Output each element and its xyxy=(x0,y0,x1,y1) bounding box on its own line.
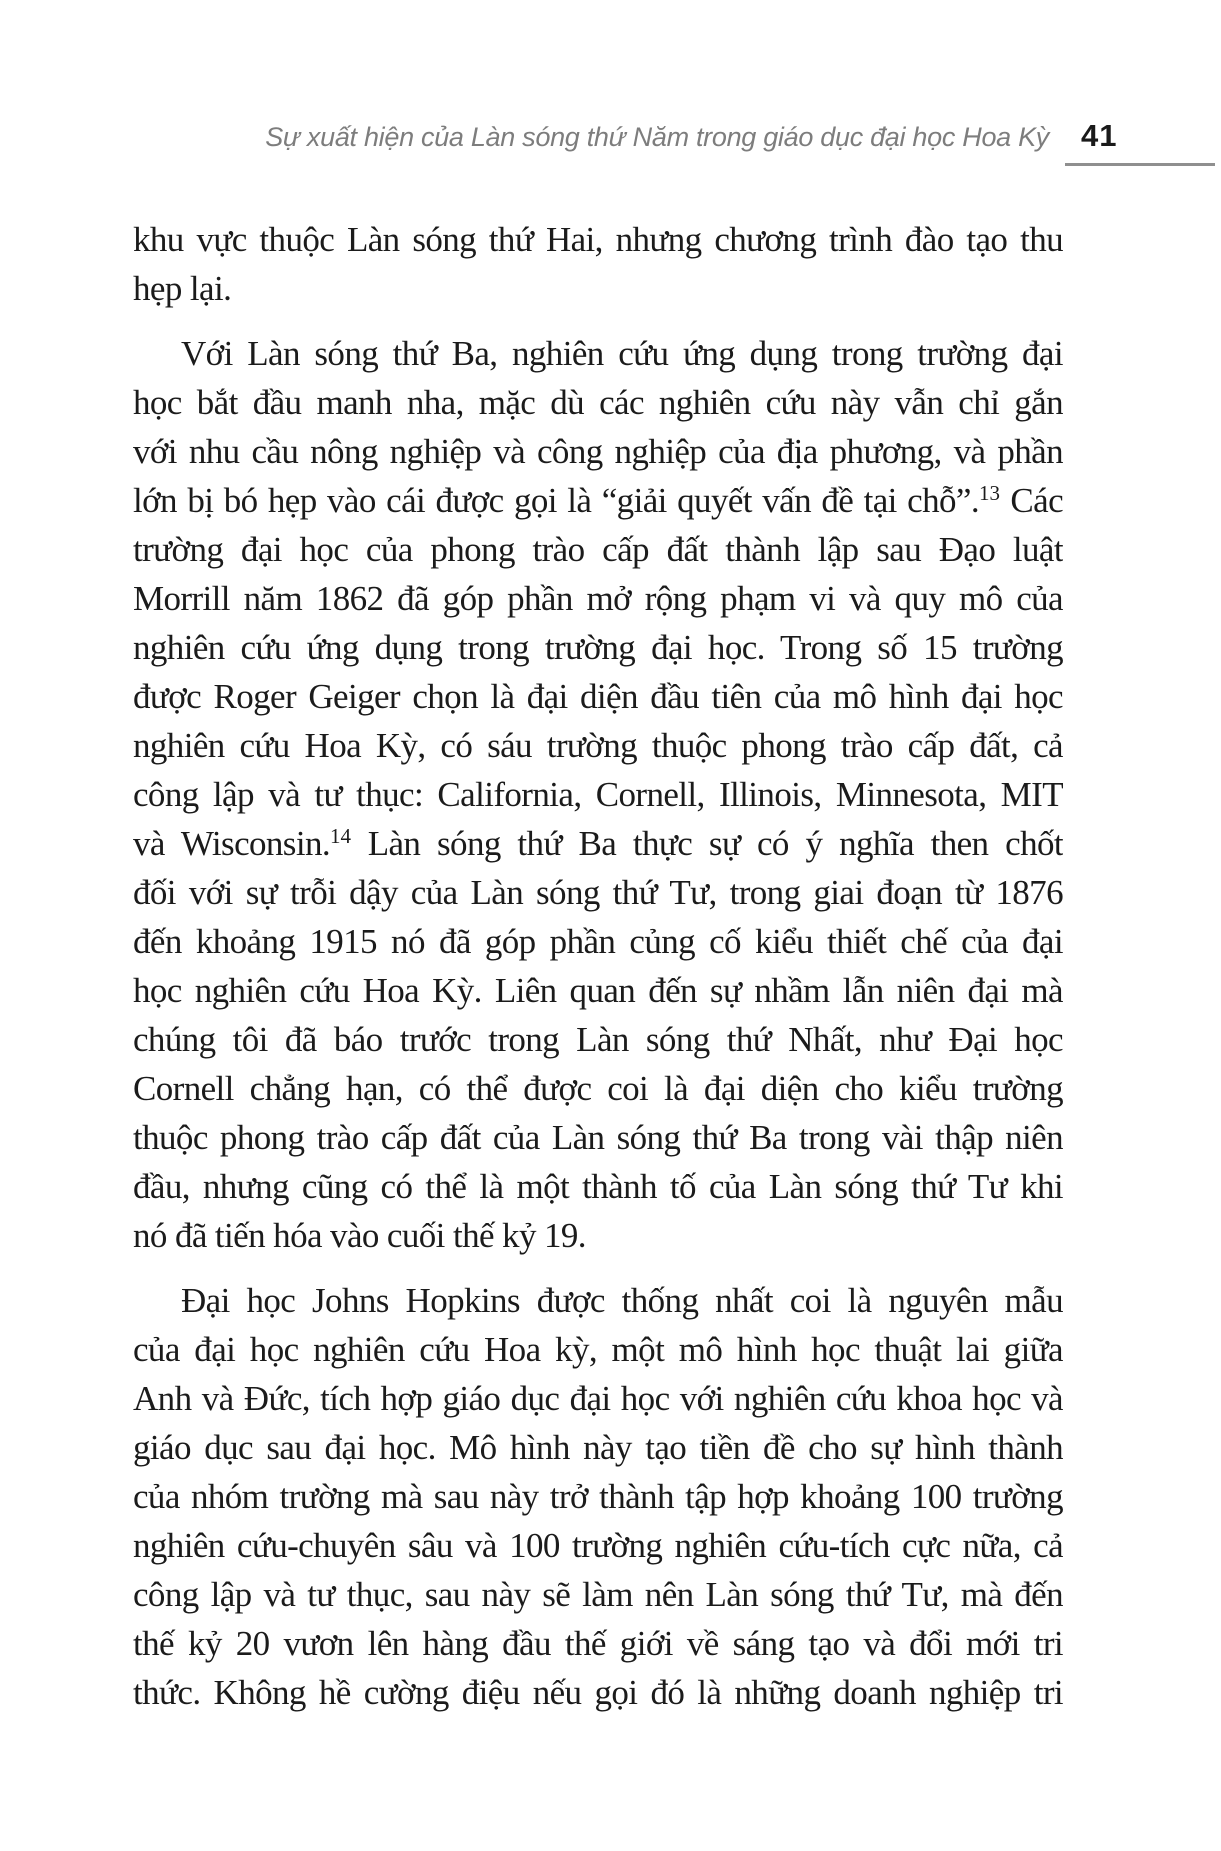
footnote-ref: 13 xyxy=(979,481,1001,506)
text-line: Với Làn sóng thứ Ba, nghiên cứu ứng dụng trong trường đại xyxy=(181,334,1063,373)
text-line: học nghiên cứu Hoa Kỳ. Liên quan đến sự nhầm lẫn niên đại mà xyxy=(133,971,1063,1010)
paragraph xyxy=(133,329,1063,1260)
text-line: lớn bị bó hẹp vào cái được gọi là “giải quyết vấn đề tại chỗ”.$^{13}$ Các xyxy=(133,481,1063,520)
text-line: chúng tôi đã báo trước trong Làn sóng thứ Nhất, như Đại học xyxy=(133,1020,1063,1059)
paragraph xyxy=(133,1276,1063,1717)
text-line: đến khoảng 1915 nó đã góp phần củng cố kiểu thiết chế của đại xyxy=(133,922,1063,961)
text-line: của nhóm trường mà sau này trở thành tập hợp khoảng 100 trường xyxy=(133,1477,1063,1516)
text-line: hẹp lại. xyxy=(133,269,232,308)
text-line: với nhu cầu nông nghiệp và công nghiệp của địa phương, và phần xyxy=(133,432,1063,471)
text-line: nó đã tiến hóa vào cuối thế kỷ 19. xyxy=(133,1216,586,1255)
page-number: 41 xyxy=(1081,118,1118,153)
text-line: giáo dục sau đại học. Mô hình này tạo tiền đề cho sự hình thành xyxy=(133,1428,1063,1467)
text-line: nghiên cứu-chuyên sâu và 100 trường nghiên cứu-tích cực nữa, cả xyxy=(133,1526,1063,1565)
text-line: công lập và tư thục: California, Cornell, Illinois, Minnesota, MIT xyxy=(133,775,1063,814)
text-line: trường đại học của phong trào cấp đất thành lập sau Đạo luật xyxy=(133,530,1063,569)
text-line: thế kỷ 20 vươn lên hàng đầu thế giới về sáng tạo và đổi mới tri xyxy=(133,1624,1063,1663)
page-body xyxy=(133,215,1063,1717)
page-number-rule xyxy=(1065,118,1215,166)
text-line: thức. Không hề cường điệu nếu gọi đó là những doanh nghiệp tri xyxy=(133,1673,1063,1712)
text-line: thuộc phong trào cấp đất của Làn sóng thứ Ba trong vài thập niên xyxy=(133,1118,1063,1157)
text-line: Cornell chẳng hạn, có thể được coi là đại diện cho kiểu trường xyxy=(133,1069,1063,1108)
text-line: công lập và tư thục, sau này sẽ làm nên Làn sóng thứ Tư, mà đến xyxy=(133,1575,1063,1614)
text-line: đối với sự trỗi dậy của Làn sóng thứ Tư, trong giai đoạn từ 1876 xyxy=(133,873,1063,912)
text-line: học bắt đầu manh nha, mặc dù các nghiên cứu này vẫn chỉ gắn xyxy=(133,383,1063,422)
running-header-title: Sự xuất hiện của Làn sóng thứ Năm trong giáo dục đại học Hoa Kỳ xyxy=(265,122,1049,152)
text-line: của đại học nghiên cứu Hoa kỳ, một mô hình học thuật lai giữa xyxy=(133,1330,1063,1369)
text-line: khu vực thuộc Làn sóng thứ Hai, nhưng chương trình đào tạo thu xyxy=(133,220,1063,259)
paragraph xyxy=(133,215,1063,313)
text-line: nghiên cứu Hoa Kỳ, có sáu trường thuộc phong trào cấp đất, cả xyxy=(133,726,1063,765)
text-line: và Wisconsin.$^{14}$ Làn sóng thứ Ba thực sự có ý nghĩa then chốt xyxy=(133,824,1063,863)
text-line: đầu, nhưng cũng có thể là một thành tố của Làn sóng thứ Tư khi xyxy=(133,1167,1063,1206)
text-line: được Roger Geiger chọn là đại diện đầu tiên của mô hình đại học xyxy=(133,677,1063,716)
text-line: Đại học Johns Hopkins được thống nhất coi là nguyên mẫu xyxy=(181,1281,1063,1320)
text-line: nghiên cứu ứng dụng trong trường đại học. Trong số 15 trường xyxy=(133,628,1063,667)
footnote-ref: 14 xyxy=(330,824,352,849)
text-line: Anh và Đức, tích hợp giáo dục đại học với nghiên cứu khoa học và xyxy=(133,1379,1063,1418)
text-line: Morrill năm 1862 đã góp phần mở rộng phạm vi và quy mô của xyxy=(133,579,1063,618)
page-header xyxy=(133,118,1215,166)
